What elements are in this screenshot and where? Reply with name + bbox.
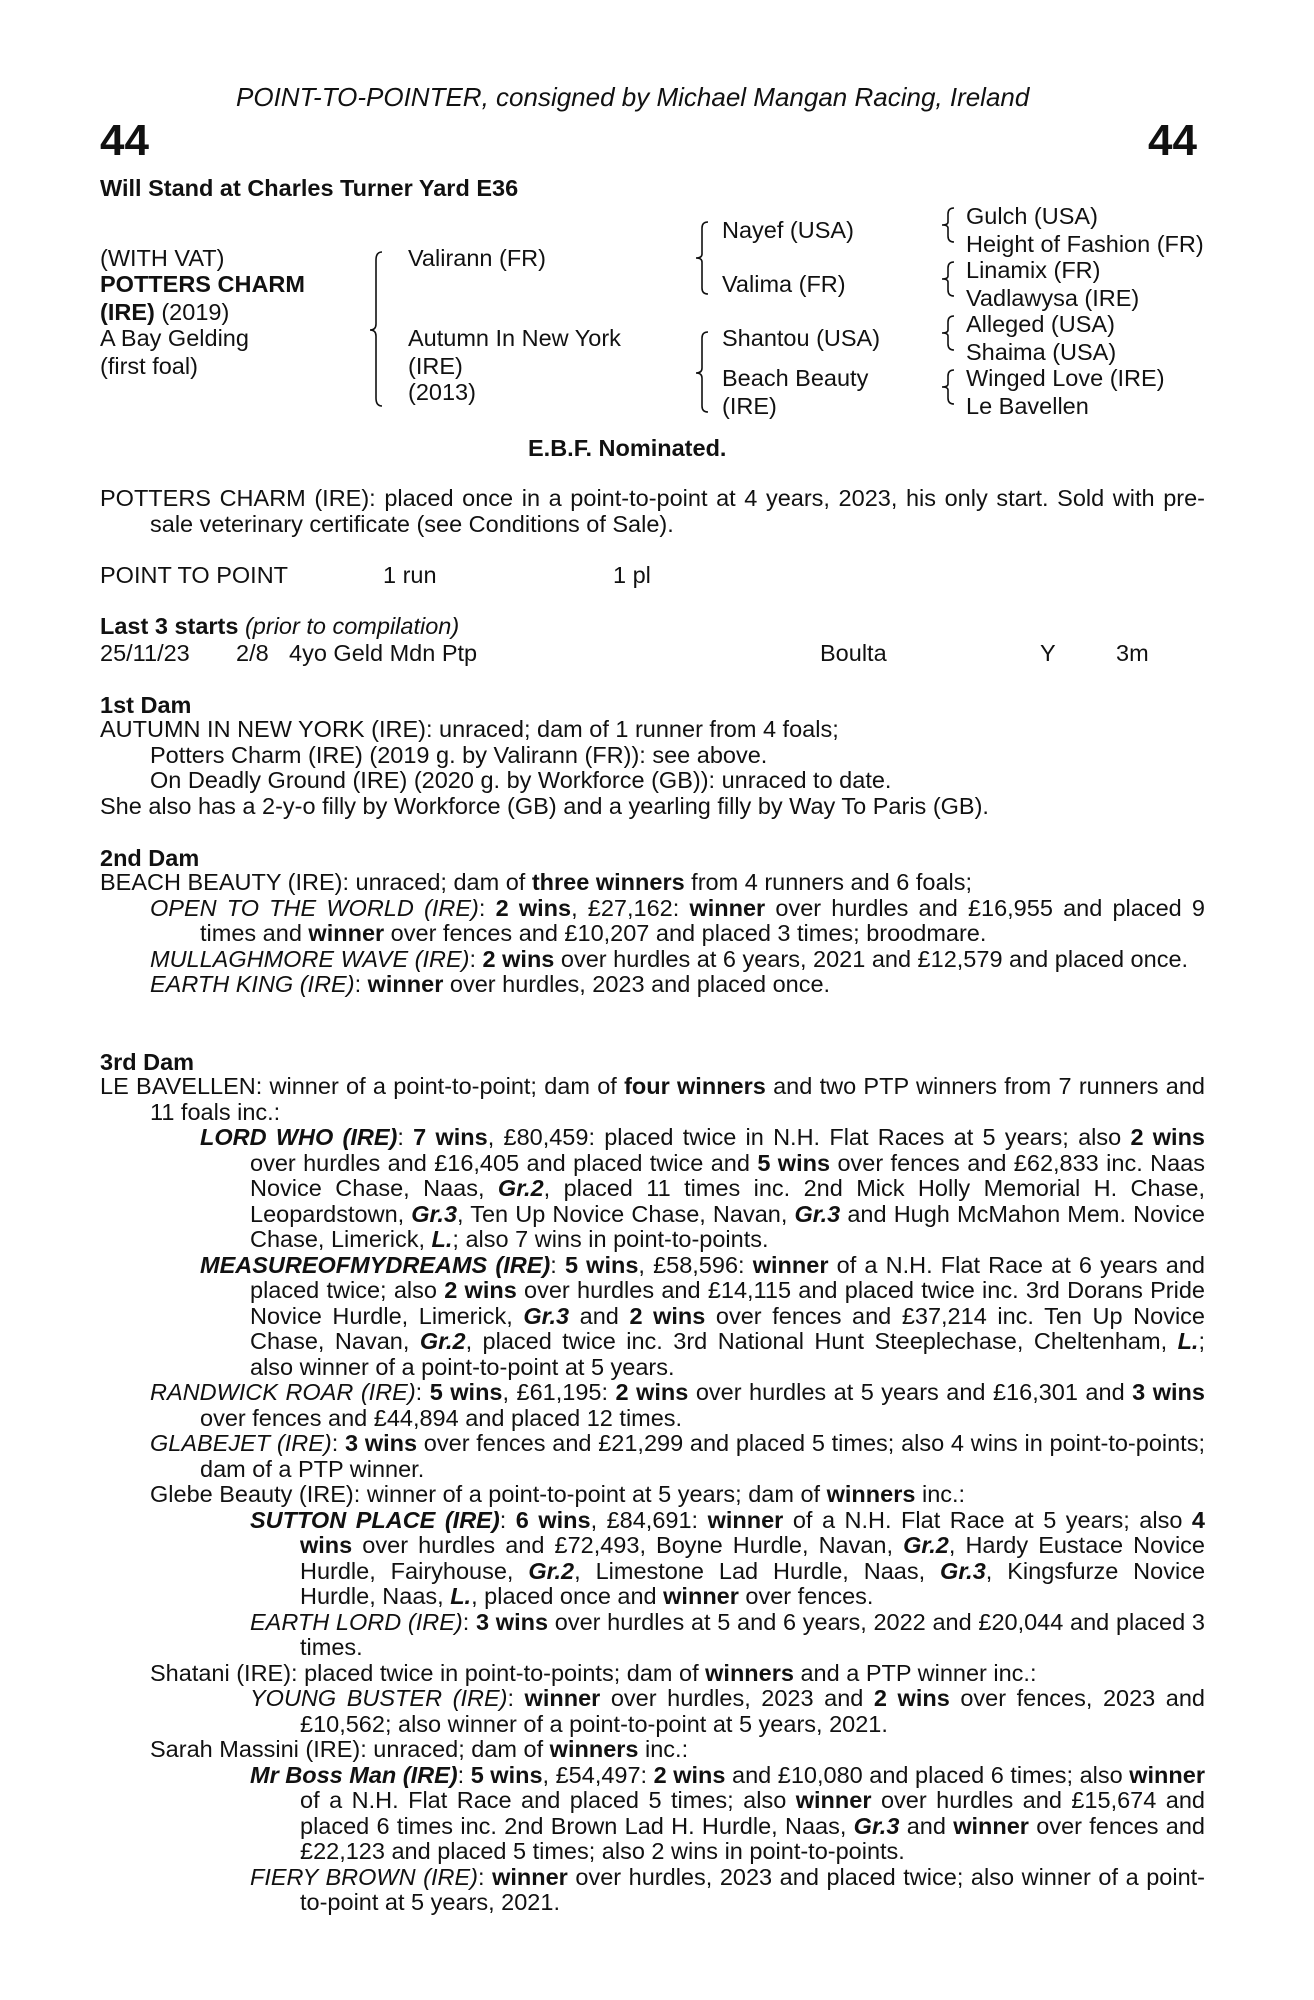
- text: over hurdles, 2023 and: [600, 1685, 874, 1711]
- text: and: [899, 1812, 954, 1839]
- horse-country: (IRE): [100, 299, 155, 325]
- text-bold: winner: [795, 1787, 872, 1813]
- text: :: [462, 1608, 477, 1635]
- horse-name: MULLAGHMORE WAVE (IRE): [150, 945, 470, 972]
- ebf-nominated: E.B.F. Nominated.: [528, 435, 727, 461]
- text: :: [457, 1761, 471, 1788]
- dam2-entry-open-to-the-world: [100, 896, 1205, 947]
- dam3-intro: [100, 1074, 1205, 1125]
- pedigree-gg-4: Vadlawysa (IRE): [966, 285, 1140, 311]
- text-bold: 5 wins: [470, 1761, 543, 1788]
- text-bold: winner: [752, 1251, 829, 1278]
- dam1-foal-1: Potters Charm (IRE) (2019 g. by Valirann (FR)): see above.: [150, 741, 768, 768]
- dam3-entry-young-buster: [150, 1686, 1205, 1737]
- horse-name: EARTH KING (IRE): [150, 971, 355, 997]
- text-bold: winner: [524, 1685, 601, 1711]
- grade: Gr.2: [903, 1532, 949, 1558]
- dam2-section: [100, 870, 1205, 998]
- text: , £80,459: placed twice in N.H. Flat Races at 5 years; also: [487, 1124, 1131, 1150]
- text: over fences and £10,207 and placed 3 times; broodmare.: [384, 920, 987, 946]
- text-bold: 2 wins: [1130, 1124, 1205, 1150]
- text: over hurdles at 6 years, 2021 and £12,579 and placed once.: [554, 945, 1189, 972]
- grade: Gr.2: [497, 1175, 544, 1201]
- text: over hurdles, 2023 and placed once.: [443, 971, 831, 997]
- horse-name: Mr Boss Man (IRE): [250, 1761, 458, 1788]
- pedigree-bracket-main: [370, 248, 390, 408]
- text-bold: 2 wins: [629, 1302, 706, 1329]
- text: over hurdles and £16,405 and placed twice and: [250, 1149, 758, 1176]
- pedigree-bracket-dam: [696, 328, 716, 418]
- text-bold: 3 wins: [476, 1608, 549, 1635]
- grade: Gr.2: [419, 1328, 466, 1354]
- pedigree-dam-dam-1: Beach Beauty: [722, 365, 869, 391]
- text: , £54,497:: [542, 1761, 654, 1788]
- text-bold: 5 wins: [429, 1379, 503, 1405]
- pedigree-gg-7: Winged Love (IRE): [966, 365, 1165, 391]
- horse-name: YOUNG BUSTER (IRE): [250, 1685, 508, 1711]
- dam3-entry-shatani: [100, 1661, 1205, 1687]
- pedigree-gg-3: Linamix (FR): [966, 257, 1101, 283]
- summary-text: POTTERS CHARM (IRE): placed once in a point-to-point at 4 years, 2023, his only start. Sold with pre-sale veterinary certificate (see Conditions of Sale).: [100, 485, 1205, 537]
- horse-name: EARTH LORD (IRE): [250, 1608, 463, 1635]
- dam1-intro: AUTUMN IN NEW YORK (IRE): unraced; dam of 1 runner from 4 foals;: [100, 716, 839, 742]
- text-bold: winner: [492, 1863, 568, 1890]
- horse-name: RANDWICK ROAR (IRE): [150, 1379, 416, 1405]
- vat-note: (WITH VAT): [100, 245, 225, 271]
- dam3-entry-fiery-brown: [150, 1865, 1205, 1916]
- text: , £27,162:: [571, 894, 690, 921]
- text-bold: 3 wins: [345, 1430, 418, 1456]
- text-bold: 4 wins: [300, 1506, 1205, 1558]
- start-date: 25/11/23: [100, 640, 190, 666]
- horse-name: SUTTON PLACE (IRE): [250, 1506, 500, 1533]
- text: :: [507, 1685, 525, 1711]
- stand-location: Will Stand at Charles Turner Yard E36: [100, 175, 519, 201]
- horse-name: LORD WHO (IRE): [200, 1124, 398, 1150]
- record-runs: 1 run: [383, 562, 437, 588]
- text: inc.:: [915, 1481, 966, 1507]
- pedigree-bracket-gg1: [942, 206, 962, 246]
- text: over fences and £37,214 inc. Ten Up Novice Chase, Navan,: [250, 1302, 1205, 1354]
- text: LE BAVELLEN: winner of a point-to-point; dam of: [100, 1073, 625, 1099]
- text-bold: winner: [663, 1583, 739, 1609]
- text-bold: 2 wins: [444, 1277, 517, 1303]
- text: over fences and £22,123 and placed 5 times; also 2 wins in point-to-points.: [300, 1812, 1206, 1864]
- dam3-section: [100, 1074, 1205, 1916]
- horse-name: FIERY BROWN (IRE): [250, 1863, 478, 1890]
- grade: Gr.3: [940, 1557, 986, 1584]
- dam3-entry-glabejet: [100, 1431, 1205, 1482]
- text-bold: winners: [549, 1736, 639, 1762]
- last-starts-title: Last 3 starts: [100, 613, 239, 639]
- dam1-foal-2: On Deadly Ground (IRE) (2020 g. by Workforce (GB)): unraced to date.: [150, 767, 892, 793]
- text: , £84,691:: [590, 1506, 708, 1533]
- text-bold: 2 wins: [495, 894, 572, 921]
- text: :: [478, 894, 496, 921]
- grade: Gr.3: [411, 1200, 458, 1227]
- text: over hurdles, 2023 and placed twice; also winner of a point-to-point at 5 years, 2021.: [300, 1863, 1205, 1915]
- text: ; also winner of a point-to-point at 5 years.: [250, 1328, 1205, 1380]
- dam2-entry-mullaghmore-wave: [100, 947, 1205, 973]
- text: , £58,596:: [638, 1251, 753, 1278]
- start-course: Boulta: [820, 640, 887, 666]
- text-bold: winners: [705, 1659, 794, 1686]
- text: and two PTP winners from 7 runners and 11 foals inc.:: [150, 1073, 1205, 1125]
- dam1-section: [100, 717, 1205, 819]
- text: , Hardy Eustace Novice Hurdle, Fairyhouse,: [300, 1532, 1206, 1584]
- text-bold: 5 wins: [757, 1149, 831, 1176]
- dam2-title: 2nd Dam: [100, 845, 200, 871]
- grade: Gr.3: [853, 1812, 900, 1839]
- pedigree-sire: Valirann (FR): [408, 245, 546, 271]
- text: from 4 runners and 6 foals;: [684, 869, 973, 895]
- text: :: [550, 1251, 565, 1278]
- pedigree-dam-1: Autumn In New York: [408, 325, 621, 351]
- text-bold: winner: [308, 920, 385, 946]
- pedigree-bracket-gg4: [942, 368, 962, 408]
- text-bold: winner: [367, 971, 444, 997]
- text: , placed 11 times inc. 2nd Mick Holly Memorial H. Chase, Leopardstown,: [250, 1175, 1205, 1227]
- text-bold: winner: [953, 1812, 1029, 1839]
- pedigree-gg-5: Alleged (USA): [966, 311, 1115, 337]
- text-bold: winner: [707, 1506, 784, 1533]
- grade: Gr.3: [794, 1200, 841, 1227]
- lot-number-right: 44: [1148, 116, 1197, 165]
- horse-year: (2019): [154, 299, 230, 325]
- pedigree-bracket-gg2: [942, 260, 962, 300]
- grade: L.: [450, 1583, 472, 1609]
- horse-name: MEASUREOFMYDREAMS (IRE): [200, 1251, 551, 1278]
- horse-note: (first foal): [100, 353, 198, 379]
- text: over fences.: [738, 1583, 874, 1609]
- horse-name: POTTERS CHARM: [100, 271, 305, 297]
- text-bold: 7 wins: [413, 1124, 488, 1150]
- horse-name-suffix: [100, 300, 229, 326]
- horse-name: OPEN TO THE WORLD (IRE): [150, 894, 479, 921]
- text: ; also 7 wins in point-to-points.: [452, 1226, 769, 1252]
- text: and: [569, 1302, 630, 1329]
- consignor-line: POINT-TO-POINTER, consigned by Michael Mangan Racing, Ireland: [236, 82, 1030, 112]
- text: :: [397, 1124, 414, 1150]
- text: over fences, 2023 and £10,562; also winner of a point-to-point at 5 years, 2021.: [300, 1685, 1205, 1737]
- text: :: [469, 945, 483, 972]
- dam3-entry-sutton-place: [100, 1508, 1205, 1610]
- grade: L.: [431, 1226, 453, 1252]
- dam2-intro: [100, 870, 1205, 896]
- lot-number-left: 44: [100, 116, 149, 165]
- text: , Limestone Lad Hurdle, Naas,: [574, 1557, 941, 1584]
- text-bold: 5 wins: [564, 1251, 639, 1278]
- text: of a N.H. Flat Race and placed 5 times; also: [300, 1787, 796, 1813]
- start-going: Y: [1040, 640, 1056, 666]
- text-bold: four winners: [624, 1073, 766, 1099]
- horse-summary: [100, 486, 1205, 537]
- pedigree-dam-3: (2013): [408, 379, 476, 405]
- text-bold: 6 wins: [515, 1506, 591, 1533]
- text: , Ten Up Novice Chase, Navan,: [457, 1200, 795, 1227]
- text: Glebe Beauty (IRE): winner of a point-to-point at 5 years; dam of: [150, 1481, 827, 1507]
- dam3-title: 3rd Dam: [100, 1049, 195, 1075]
- pedigree-dam-2: (IRE): [408, 353, 463, 379]
- text-bold: winner: [1129, 1761, 1205, 1788]
- start-position: 2/8: [236, 640, 269, 666]
- text: of a N.H. Flat Race at 5 years; also: [783, 1506, 1192, 1533]
- text: and Hugh McMahon Mem. Novice Chase, Limerick,: [250, 1200, 1205, 1252]
- dam1-title: 1st Dam: [100, 692, 192, 718]
- text: over hurdles and £72,493, Boyne Hurdle, Navan,: [352, 1532, 904, 1558]
- grade: L.: [1177, 1328, 1199, 1354]
- start-race: 4yo Geld Mdn Ptp: [289, 640, 478, 666]
- start-distance: 3m: [1116, 640, 1149, 666]
- pedigree-dam-dam-2: (IRE): [722, 393, 777, 419]
- record-label: POINT TO POINT: [100, 562, 289, 588]
- text: :: [415, 1379, 430, 1405]
- pedigree-gg-1: Gulch (USA): [966, 203, 1098, 229]
- pedigree-gg-6: Shaima (USA): [966, 339, 1117, 365]
- record-placings: 1 pl: [613, 562, 651, 588]
- horse-description: A Bay Gelding: [100, 325, 249, 351]
- text: and a PTP winner inc.:: [793, 1659, 1037, 1686]
- text: , placed twice inc. 3rd National Hunt Steeplechase, Cheltenham,: [465, 1328, 1178, 1354]
- text: , placed once and: [471, 1583, 664, 1609]
- text-bold: three winners: [531, 869, 685, 895]
- dam3-entry-sarah-massini: [100, 1737, 1205, 1763]
- dam3-entry-mr-boss-man: [100, 1763, 1205, 1865]
- pedigree-gg-8: Le Bavellen: [966, 393, 1089, 419]
- pedigree-sire-sire: Nayef (USA): [722, 217, 854, 243]
- text: :: [331, 1430, 346, 1456]
- grade: Gr.2: [528, 1557, 575, 1584]
- text: Shatani (IRE): placed twice in point-to-points; dam of: [150, 1659, 706, 1686]
- text-bold: 3 wins: [1132, 1379, 1205, 1405]
- text-bold: winners: [826, 1481, 916, 1507]
- text-bold: 2 wins: [482, 945, 555, 972]
- pedigree-dam-sire: Shantou (USA): [722, 325, 881, 351]
- pedigree-gg-2: Height of Fashion (FR): [966, 231, 1204, 257]
- text: of a N.H. Flat Race at 6 years and placed twice; also: [250, 1251, 1205, 1303]
- text: :: [354, 971, 368, 997]
- text-bold: 2 wins: [653, 1761, 726, 1788]
- pedigree-sire-dam: Valima (FR): [722, 271, 846, 297]
- horse-name: GLABEJET (IRE): [150, 1430, 332, 1456]
- text: over hurdles at 5 and 6 years, 2022 and £20,044 and placed 3 times.: [300, 1608, 1205, 1660]
- dam3-entry-earth-lord: [150, 1610, 1205, 1661]
- text: and £10,080 and placed 6 times; also: [725, 1761, 1130, 1788]
- dam3-entry-randwick-roar: [100, 1380, 1205, 1431]
- text: over hurdles and £16,955 and placed 9 times and: [200, 894, 1205, 946]
- pedigree-bracket-sire: [696, 218, 716, 298]
- text: over fences and £44,894 and placed 12 times.: [200, 1404, 683, 1431]
- text: , £61,195:: [502, 1379, 616, 1405]
- text: inc.:: [638, 1736, 689, 1762]
- dam2-entry-earth-king: [100, 972, 1205, 998]
- dam3-entry-measureofmydreams: [100, 1253, 1205, 1381]
- text: :: [477, 1863, 493, 1890]
- text: :: [499, 1506, 516, 1533]
- text: Sarah Massini (IRE): unraced; dam of: [150, 1736, 550, 1762]
- text-bold: 2 wins: [615, 1379, 689, 1405]
- last-starts-heading: [100, 614, 459, 640]
- text: over fences and £62,833 inc. Naas Novice Chase, Naas,: [250, 1149, 1205, 1201]
- dam1-also: She also has a 2-y-o filly by Workforce (GB) and a yearling filly by Way To Paris (GB).: [100, 792, 989, 819]
- text: BEACH BEAUTY (IRE): unraced; dam of: [100, 869, 532, 895]
- text: , Kingsfurze Novice Hurdle, Naas,: [300, 1557, 1206, 1609]
- dam3-entry-lord-who: [100, 1125, 1205, 1253]
- text: over hurdles and £15,674 and placed 6 times inc. 2nd Brown Lad H. Hurdle, Naas,: [300, 1787, 1205, 1839]
- pedigree-bracket-gg3: [942, 314, 962, 354]
- text-bold: winner: [689, 894, 766, 921]
- last-starts-subtitle: (prior to compilation): [238, 613, 460, 639]
- grade: Gr.3: [523, 1302, 570, 1329]
- text-bold: 2 wins: [873, 1685, 950, 1711]
- text: over hurdles and £14,115 and placed twice inc. 3rd Dorans Pride Novice Hurdle, Limerick,: [250, 1277, 1205, 1329]
- text: over fences and £21,299 and placed 5 times; also 4 wins in point-to-points; dam of a PTP winner.: [200, 1430, 1205, 1482]
- text: over hurdles at 5 years and £16,301 and: [688, 1379, 1133, 1405]
- dam3-entry-glebe-beauty: [100, 1482, 1205, 1508]
